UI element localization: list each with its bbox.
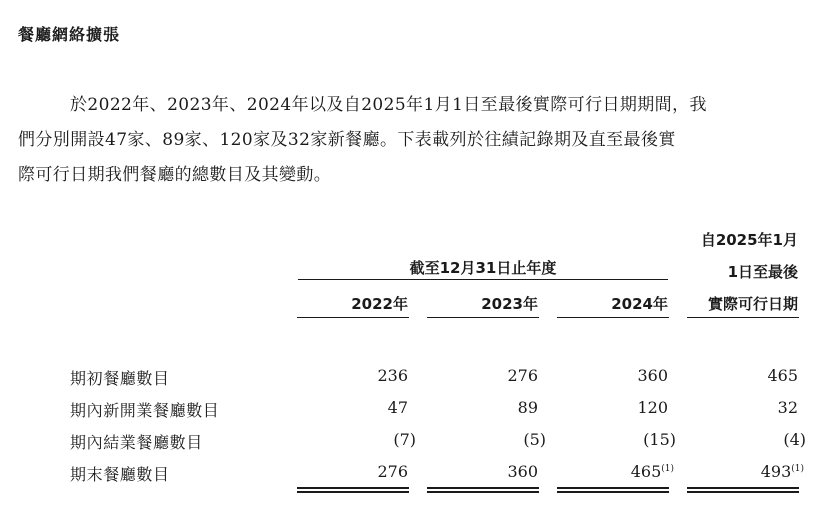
col-rule-4	[687, 317, 799, 318]
cell-closed-2025: (4)	[783, 430, 806, 449]
paragraph-line-3: 際可行日期我們餐廳的總數目及其變動。	[18, 165, 332, 185]
paragraph-line-2: 們分別開設47家、89家、120家及32家新餐廳。下表載列於往績記錄期及直至最後實	[18, 130, 676, 150]
col-header-2022: 2022年	[351, 295, 408, 313]
body-paragraph	[18, 88, 804, 193]
row-label-new: 期內新開業餐廳數目	[70, 401, 220, 420]
cell-closing-2024: 465$^{(1)}$	[630, 462, 674, 481]
cell-closing-2025: 493$^{(1)}$	[760, 462, 804, 481]
row-label-opening: 期初餐廳數目	[70, 369, 170, 388]
paragraph-line-1: 於2022年、2023年、2024年以及自2025年1月1日至最後實際可行日期期間，我	[70, 95, 707, 115]
last-col-header-line-3: 實際可行日期	[707, 295, 798, 313]
cell-new-2022: 47	[387, 398, 408, 417]
row-label-closed: 期內結業餐廳數目	[70, 433, 203, 452]
total-double-rule-1	[297, 487, 409, 493]
cell-new-2024: 120	[637, 398, 668, 417]
cell-closed-2022: (7)	[393, 430, 416, 449]
footnote-marker: (1)	[661, 464, 674, 474]
col-rule-2	[427, 317, 539, 318]
col-rule-3	[557, 317, 669, 318]
col-rule-1	[297, 317, 409, 318]
group-header-rule	[298, 279, 668, 280]
total-double-rule-2	[427, 487, 539, 493]
last-col-header-line-1: 自2025年1月	[700, 231, 798, 249]
cell-new-2023: 89	[517, 398, 538, 417]
cell-opening-2023: 276	[507, 366, 538, 385]
col-header-2023: 2023年	[481, 295, 538, 313]
cell-closed-2023: (5)	[523, 430, 546, 449]
footnote-marker: (1)	[791, 464, 804, 474]
cell-closing-2022: 276	[377, 462, 408, 481]
cell-new-2025: 32	[777, 398, 798, 417]
cell-closed-2024: (15)	[643, 430, 676, 449]
last-col-header-line-2: 1日至最後	[727, 263, 798, 281]
row-label-closing: 期末餐廳數目	[70, 465, 170, 484]
section-heading: 餐廳網絡擴張	[18, 25, 121, 44]
col-header-2024: 2024年	[611, 295, 668, 313]
total-double-rule-4	[687, 487, 799, 493]
year-group-header: 截至12月31日止年度	[409, 259, 557, 277]
cell-closing-2023: 360	[507, 462, 538, 481]
total-double-rule-3	[557, 487, 669, 493]
cell-opening-2025: 465	[767, 366, 798, 385]
cell-opening-2024: 360	[637, 366, 668, 385]
cell-opening-2022: 236	[377, 366, 408, 385]
